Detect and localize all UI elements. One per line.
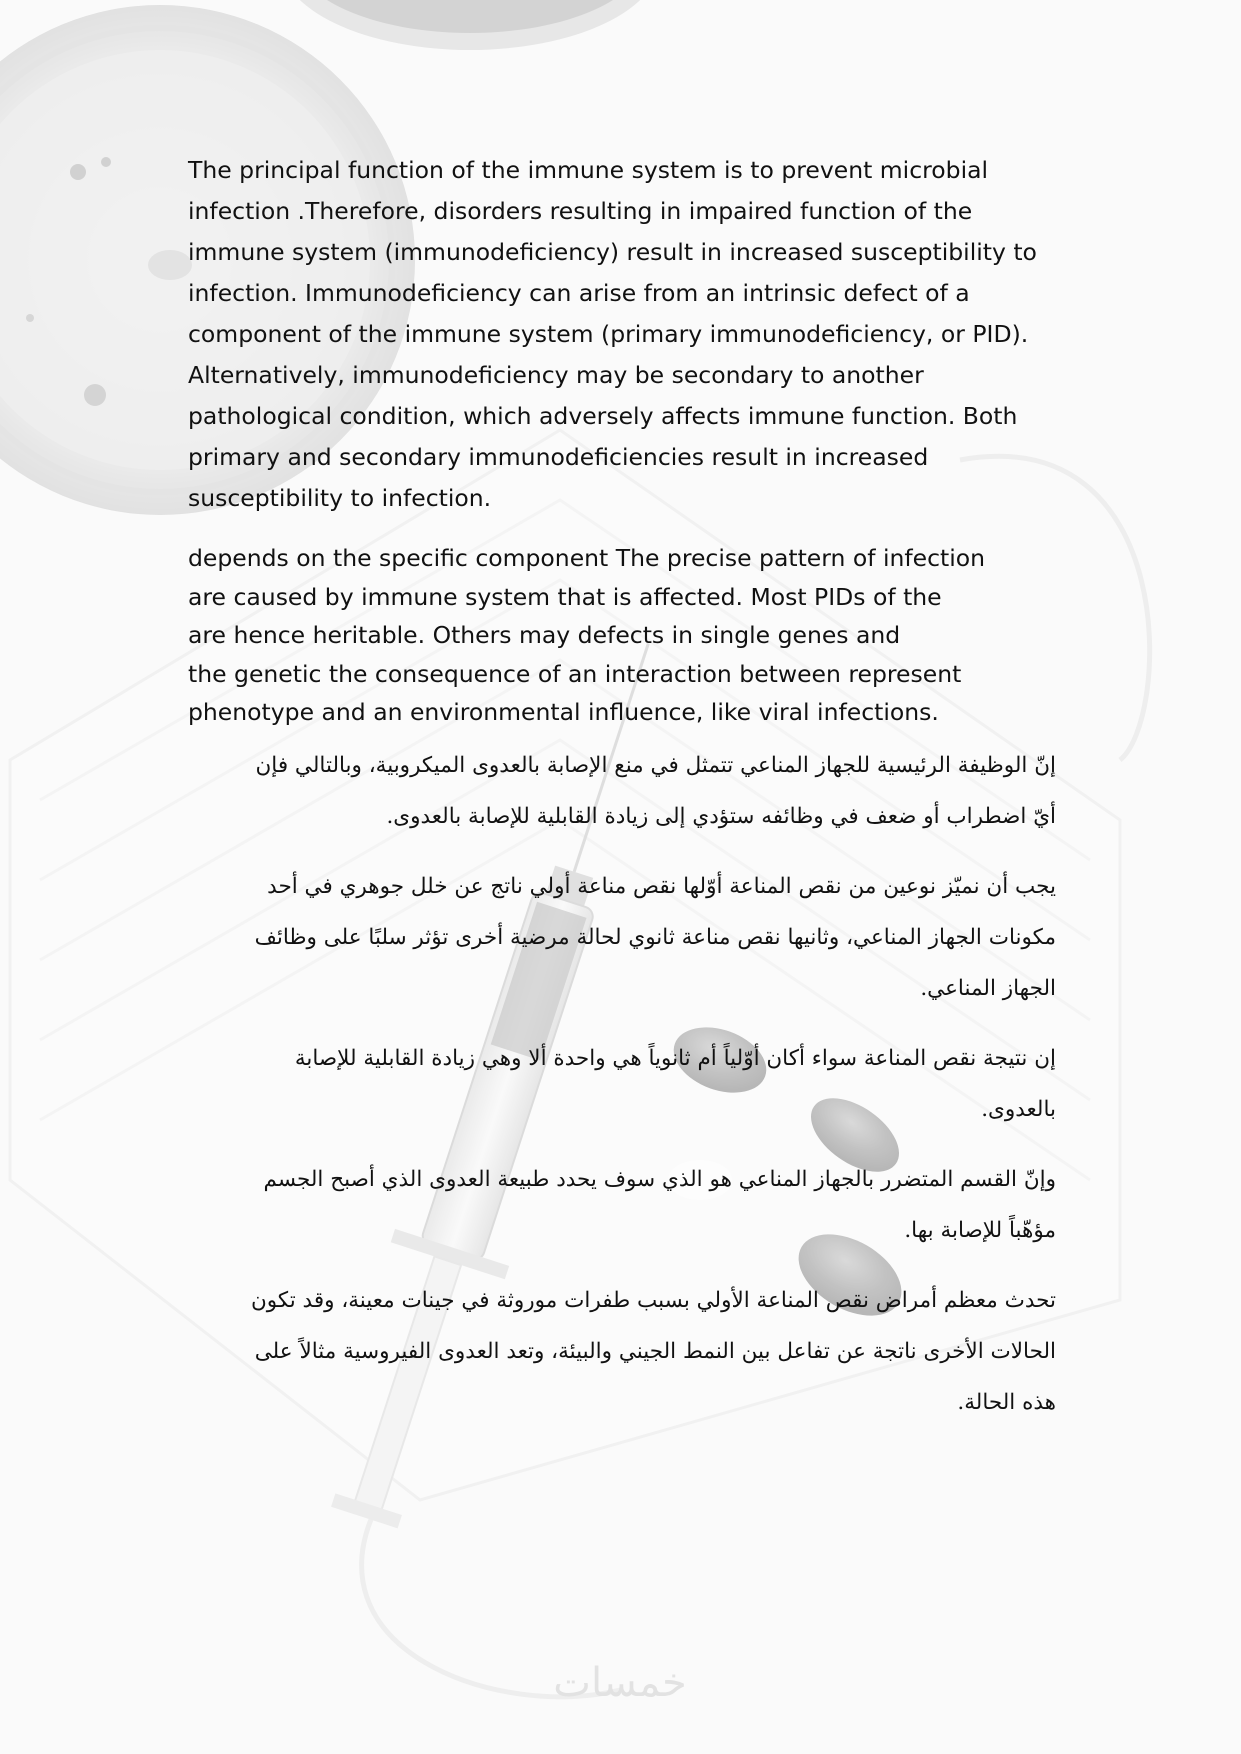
text-line: depends on the specific component The precise pattern of infection [188,544,986,572]
watermark-logo: خمسات [553,1660,687,1706]
english-paragraph-2 [188,539,1056,732]
english-paragraph-1 [188,150,1056,519]
text-line: susceptibility to infection. [188,484,492,512]
text-line: وإنّ القسم المتضرر بالجهاز المناعي هو الذي سوف يحدد طبيعة العدوى الذي أصبح الجسم [263,1166,1056,1192]
text-line: مؤهّباً للإصابة بها. [904,1217,1056,1243]
text-line: أيّ اضطراب أو ضعف في وظائفه ستؤدي إلى زيادة القابلية للإصابة بالعدوى. [386,803,1056,829]
text-line: الحالات الأخرى ناتجة عن تفاعل بين النمط الجيني والبيئة، وتعد العدوى الفيروسية مثالاً على [254,1338,1056,1364]
text-line: pathological condition, which adversely affects immune function. Both [188,402,1018,430]
arabic-paragraph-5 [188,1275,1056,1428]
text-line: بالعدوى. [981,1096,1056,1122]
text-line: Alternatively, immunodeficiency may be secondary to another [188,361,924,389]
text-line: phenotype and an environmental influence, like viral infections. [188,698,939,726]
text-line: إن نتيجة نقص المناعة سواء أكان أوّلياً أم ثانوياً هي واحدة ألا وهي زيادة القابلية للإصابة [294,1045,1056,1071]
text-line: component of the immune system (primary immunodeficiency, or PID). [188,320,1029,348]
arabic-paragraph-1 [188,740,1056,842]
text-line: مكونات الجهاز المناعي، وثانيها نقص مناعة ثانوي لحالة مرضية أخرى تؤثر سلبًا على وظائف [254,924,1056,950]
document-body [188,150,1056,1428]
text-line: infection. Immunodeficiency can arise from an intrinsic defect of a [188,279,970,307]
text-line: هذه الحالة. [957,1389,1056,1415]
arabic-paragraph-4 [188,1154,1056,1256]
arabic-paragraph-3 [188,1033,1056,1135]
text-line: are caused by immune system that is affected. Most PIDs of the [188,582,942,611]
text-line: الجهاز المناعي. [920,975,1056,1001]
text-line: are hence heritable. Others may defects in single genes and [188,621,901,649]
text-line: يجب أن نميّز نوعين من نقص المناعة أوّلها نقص مناعة أولي ناتج عن خلل جوهري في أحد [267,873,1056,899]
text-line: primary and secondary immunodeficiencies result in increased [188,443,929,471]
text-line: The principal function of the immune system is to prevent microbial [188,156,989,184]
text-line: تحدث معظم أمراض نقص المناعة الأولي بسبب طفرات موروثة في جينات معينة، وقد تكون [250,1287,1056,1313]
text-line: immune system (immunodeficiency) result in increased susceptibility to [188,238,1037,266]
arabic-paragraph-2 [188,861,1056,1014]
text-line: the genetic the consequence of an interaction between represent [188,659,962,688]
text-line: إنّ الوظيفة الرئيسية للجهاز المناعي تتمثل في منع الإصابة بالعدوى الميكروبية، وبالتالي فإن [255,752,1056,778]
text-line: infection .Therefore, disorders resulting in impaired function of the [188,197,973,225]
